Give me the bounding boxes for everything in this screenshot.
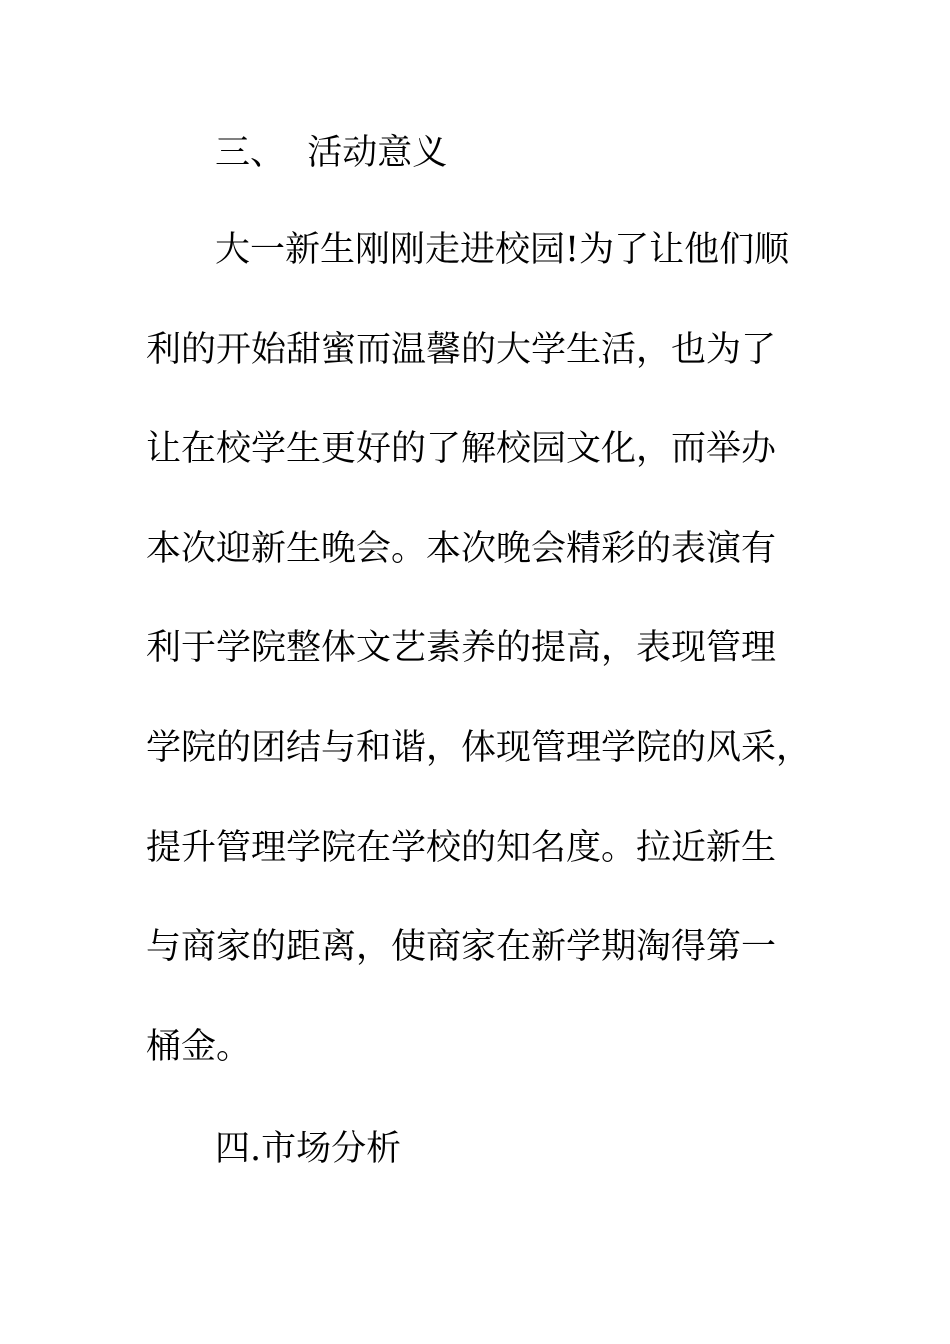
paragraph-line: 与商家的距离，使商家在新学期淘得第一 [146, 927, 777, 968]
paragraph-line: 让在校学生更好的了解校园文化，而举办 [146, 429, 777, 470]
paragraph-line: 利于学院整体文艺素养的提高，表现管理 [146, 628, 777, 669]
section-heading-market-analysis: 四.市场分析 [215, 1129, 402, 1169]
paragraph-line: 桶金。 [146, 1026, 252, 1067]
paragraph-line: 本次迎新生晚会。本次晚会精彩的表演有 [146, 528, 777, 569]
paragraph-line: 提升管理学院在学校的知名度。拉近新生 [146, 827, 777, 868]
paragraph-line: 学院的团结与和谐，体现管理学院的风采， [146, 727, 812, 768]
section-heading-activity-significance: 三、 活动意义 [215, 133, 448, 173]
paragraph-line: 利的开始甜蜜而温馨的大学生活，也为了 [146, 329, 777, 370]
activity-significance-paragraph [146, 230, 812, 1126]
paragraph-line: 大一新生刚刚走进校园!为了让他们顺 [215, 230, 790, 270]
